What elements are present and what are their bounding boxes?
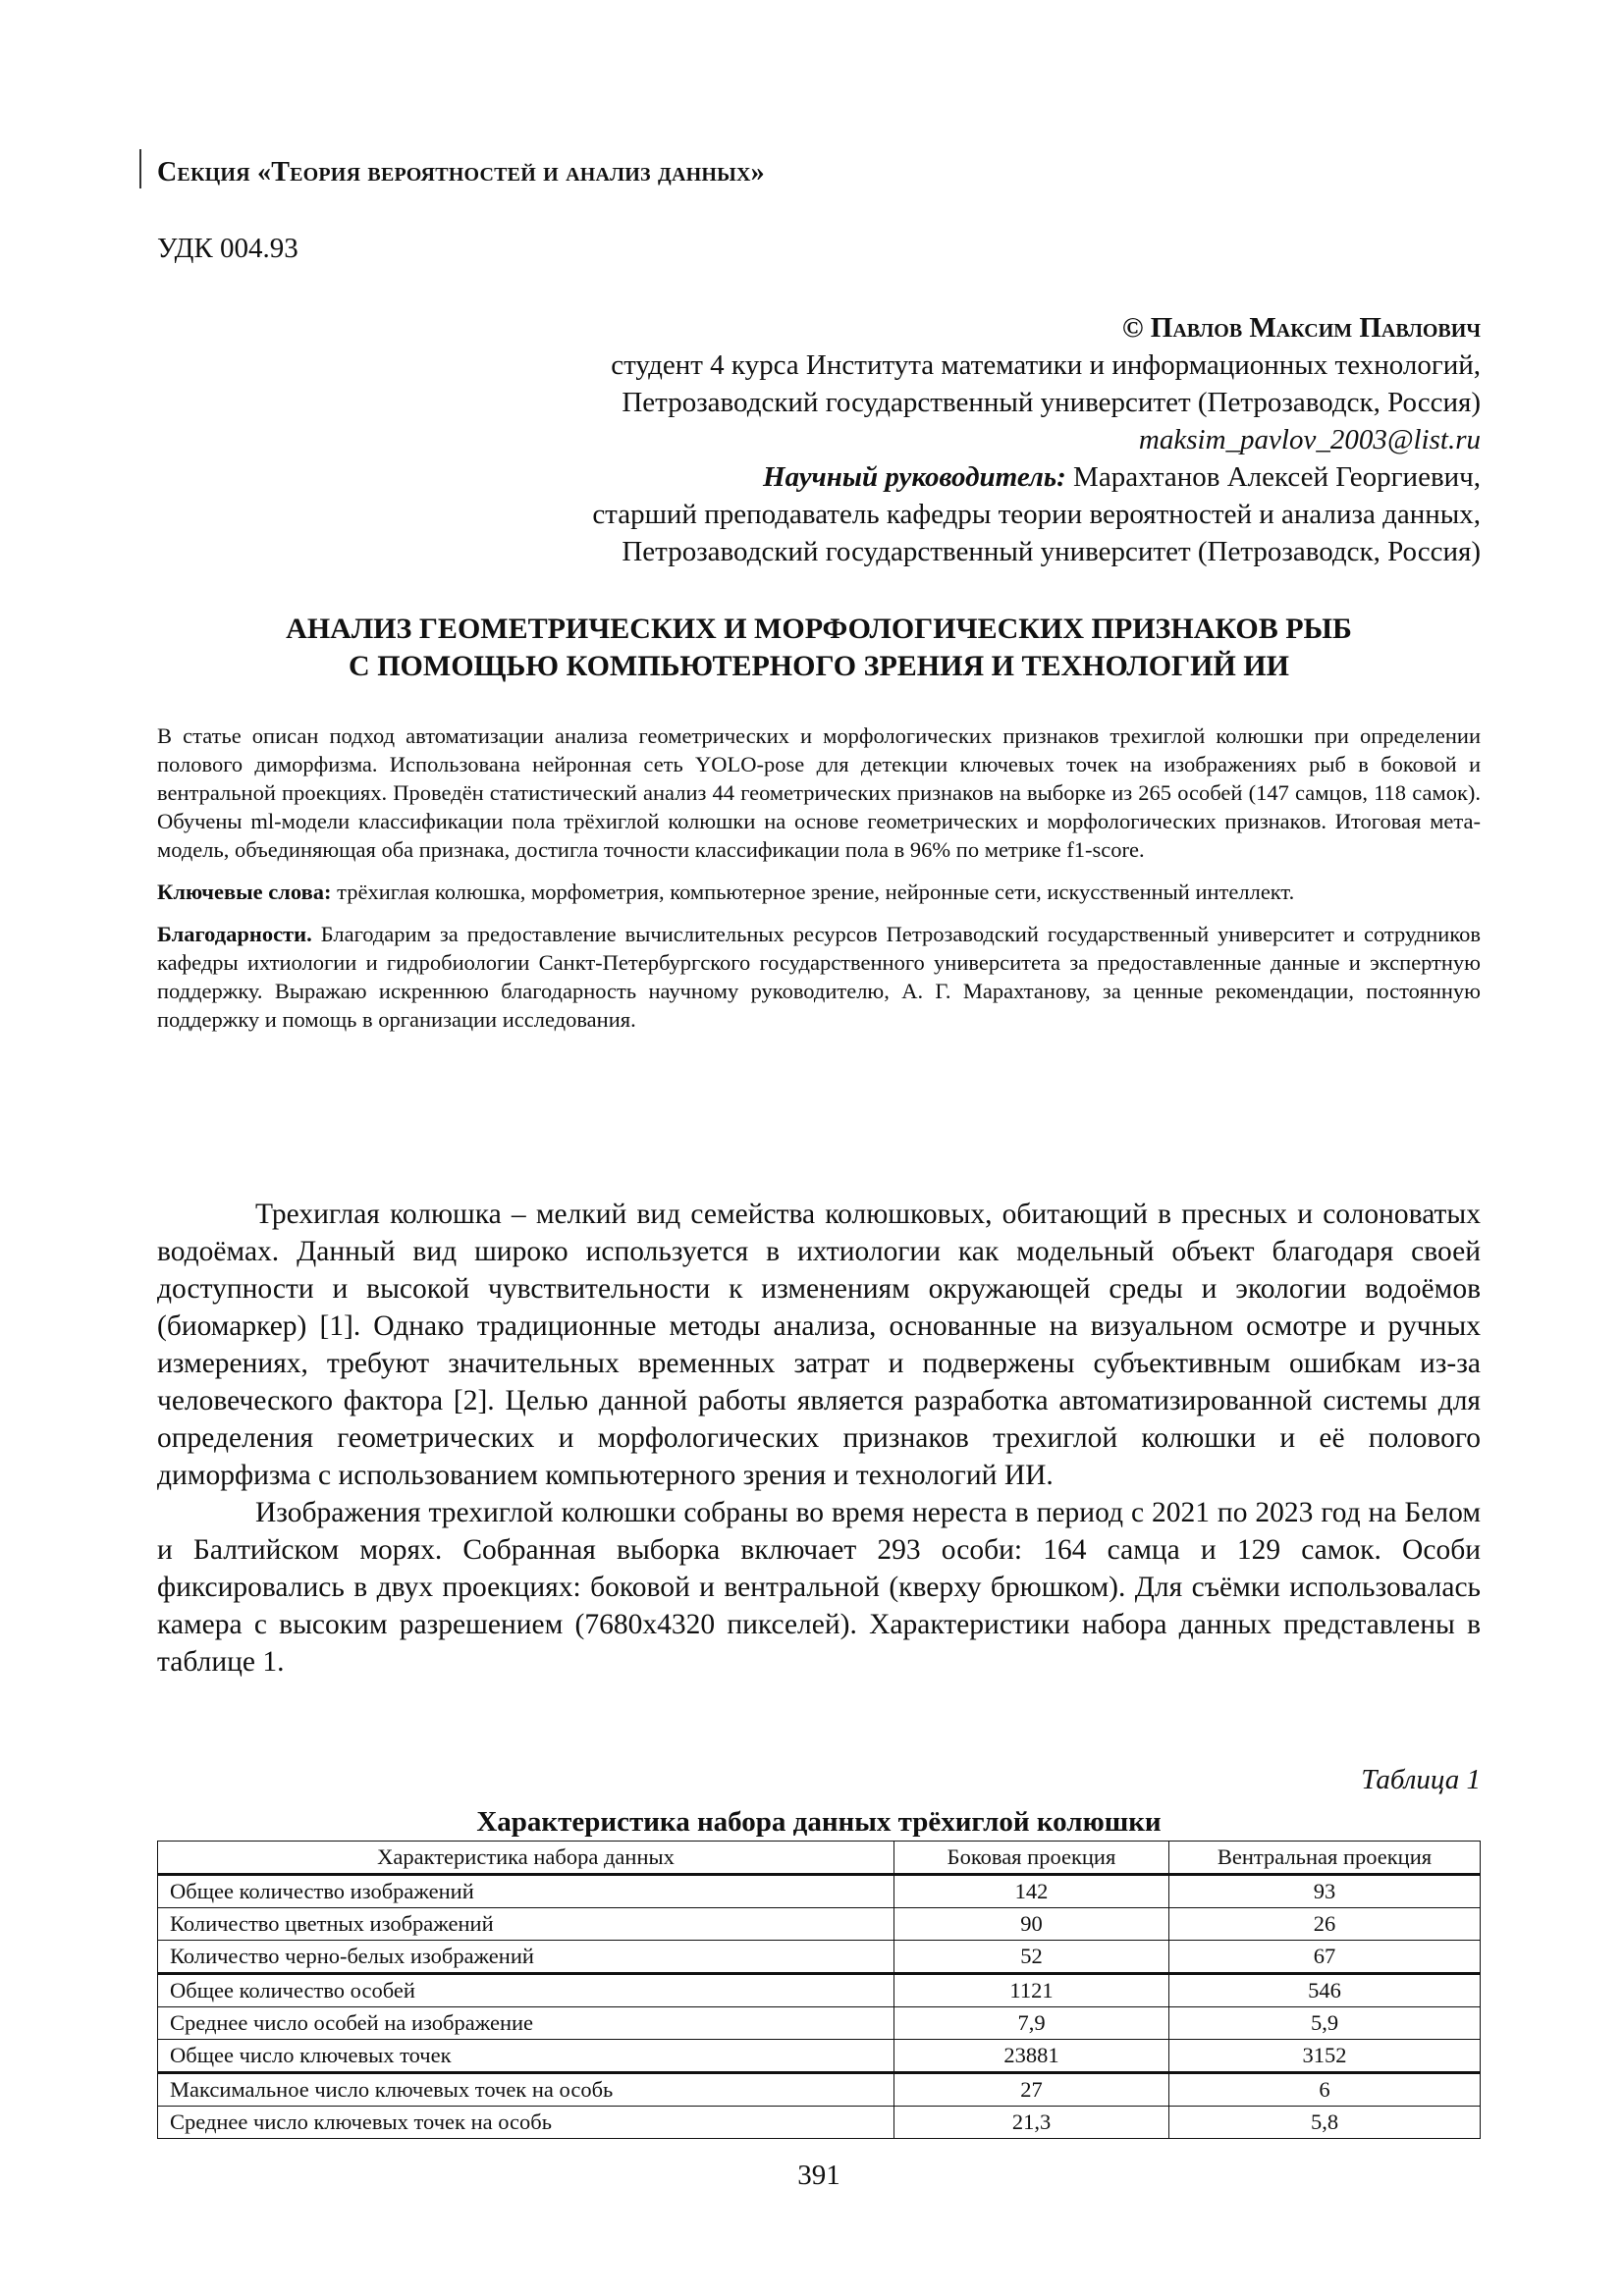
- author-affiliation: Петрозаводский государственный университет (Петрозаводск, Россия): [622, 387, 1481, 418]
- table-cell-label: Среднее число особей на изображение: [158, 2007, 894, 2040]
- table-header-cell: Характеристика набора данных: [158, 1842, 894, 1875]
- table-row: [158, 2107, 1481, 2139]
- table-cell-value: 5,9: [1169, 2007, 1481, 2040]
- acknowledgements-label: Благодарности.: [157, 922, 312, 946]
- advisor-position: старший преподаватель кафедры теории вероятностей и анализа данных,: [592, 499, 1481, 530]
- table-cell-value: 67: [1169, 1941, 1481, 1974]
- author-position: студент 4 курса Института математики и информационных технологий,: [611, 349, 1481, 381]
- keywords-text: трёхиглая колюшка, морфометрия, компьютерное зрение, нейронные сети, искусственный интеллект.: [331, 880, 1295, 904]
- advisor-label: Научный руководитель:: [763, 461, 1066, 493]
- table-cell-value: 27: [894, 2073, 1169, 2107]
- author-block: [302, 309, 1481, 570]
- table-cell-value: 142: [894, 1875, 1169, 1908]
- table-row: [158, 1875, 1481, 1908]
- table-cell-label: Общее количество особей: [158, 1974, 894, 2007]
- table-header-row: [158, 1842, 1481, 1875]
- table-cell-label: Общее число ключевых точек: [158, 2040, 894, 2073]
- table-cell-value: 5,8: [1169, 2107, 1481, 2139]
- table-cell-label: Среднее число ключевых точек на особь: [158, 2107, 894, 2139]
- table-header-cell: Боковая проекция: [894, 1842, 1169, 1875]
- table-cell-value: 7,9: [894, 2007, 1169, 2040]
- table-cell-label: Количество черно-белых изображений: [158, 1941, 894, 1974]
- author-email[interactable]: maksim_pavlov_2003@list.ru: [1138, 424, 1481, 455]
- title-line-2: С ПОМОЩЬЮ КОМПЬЮТЕРНОГО ЗРЕНИЯ И ТЕХНОЛОГИЙ ИИ: [349, 650, 1289, 682]
- acknowledgements: [157, 920, 1481, 1034]
- table-cell-label: Количество цветных изображений: [158, 1908, 894, 1941]
- table-cell-value: 1121: [894, 1974, 1169, 2007]
- table-cell-value: 90: [894, 1908, 1169, 1941]
- section-heading: Секция «Теория вероятностей и анализ данных»: [157, 157, 765, 187]
- body-paragraph-1: Трехиглая колюшка – мелкий вид семейства колюшковых, обитающий в пресных и солоноватых водоёмах. Данный вид широко используется в ихтиологии как модельный объект благодаря своей доступности и высокой чувствительности к изменениям окружающей среды и экологии водоёмов (биомаркер) [1]. Однако традиционные методы анализа, основанные на визуальном осмотре и ручных измерениях, требуют значительных временных затрат и подвержены субъективным ошибкам из-за человеческого фактора [2]. Целью данной работы является разработка автоматизированной системы для определения геометрических и морфологических признаков трехиглой колюшки и её полового диморфизма с использованием компьютерного зрения и технологий ИИ.: [157, 1199, 1481, 1491]
- table-header-cell: Вентральная проекция: [1169, 1842, 1481, 1875]
- body-paragraph-2: Изображения трехиглой колюшки собраны во время нереста в период с 2021 по 2023 год на Белом и Балтийском морях. Собранная выборка включает 293 особи: 164 самца и 129 самок. Особи фиксировались в двух проекциях: боковой и вентральной (кверху брюшком). Для съёмки использовалась камера с высоким разрешением (7680x4320 пикселей). Характеристики набора данных представлены в таблице 1.: [157, 1497, 1481, 1678]
- section-marker-bar: [139, 149, 141, 188]
- table-row: [158, 2007, 1481, 2040]
- advisor-name: Марахтанов Алексей Георгиевич,: [1065, 461, 1481, 493]
- advisor-line: [302, 458, 1481, 496]
- table-row: [158, 1908, 1481, 1941]
- advisor-affiliation: Петрозаводский государственный университет (Петрозаводск, Россия): [622, 536, 1481, 567]
- table-cell-value: 3152: [1169, 2040, 1481, 2073]
- keywords: [157, 878, 1481, 906]
- abstract-text: В статье описан подход автоматизации анализа геометрических и морфологических признаков трехиглой колюшки при определении полового диморфизма. Использована нейронная сеть YOLO-pose для детекции ключевых точек на изображениях рыб в боковой и вентральной проекциях. Проведён статистический анализ 44 геометрических признаков на выборке из 265 особей (147 самцов, 118 самок). Обучены ml-модели классификации пола трёхиглой колюшки на основе геометрических и морфологических признаков. Итоговая мета-модель, объединяющая оба признака, достигла точности классификации пола в 96% по метрике f1-score.: [157, 723, 1481, 862]
- paper-title: [157, 611, 1481, 685]
- author-name: © Павлов Максим Павлович: [1121, 312, 1481, 344]
- body-text: [157, 1196, 1481, 1681]
- table-cell-label: Общее количество изображений: [158, 1875, 894, 1908]
- dataset-table: [157, 1841, 1481, 2139]
- acknowledgements-text: Благодарим за предоставление вычислительных ресурсов Петрозаводский государственный университет и сотрудников кафедры ихтиологии и гидробиологии Санкт-Петербургского государственного университета за предоставленные данные и экспертную поддержку. Выражаю искреннюю благодарность научному руководителю, А. Г. Марахтанову, за ценные рекомендации, постоянную поддержку и помощь в организации исследования.: [157, 922, 1481, 1032]
- table-cell-value: 21,3: [894, 2107, 1169, 2139]
- udk-code: УДК 004.93: [157, 233, 298, 264]
- table-row: [158, 2073, 1481, 2107]
- table-cell-value: 546: [1169, 1974, 1481, 2007]
- keywords-label: Ключевые слова:: [157, 880, 332, 904]
- table-row: [158, 1941, 1481, 1974]
- table-cell-value: 6: [1169, 2073, 1481, 2107]
- table-row: [158, 1974, 1481, 2007]
- abstract-block: [157, 721, 1481, 1047]
- table-caption: Таблица 1: [1361, 1764, 1481, 1795]
- table-cell-value: 26: [1169, 1908, 1481, 1941]
- table-cell-value: 23881: [894, 2040, 1169, 2073]
- table-cell-value: 93: [1169, 1875, 1481, 1908]
- table-cell-label: Максимальное число ключевых точек на особь: [158, 2073, 894, 2107]
- table-title: Характеристика набора данных трёхиглой колюшки: [476, 1806, 1162, 1838]
- title-line-1: АНАЛИЗ ГЕОМЕТРИЧЕСКИХ И МОРФОЛОГИЧЕСКИХ ПРИЗНАКОВ РЫБ: [286, 613, 1352, 645]
- table-row: [158, 2040, 1481, 2073]
- page-number: 391: [797, 2160, 840, 2191]
- table-cell-value: 52: [894, 1941, 1169, 1974]
